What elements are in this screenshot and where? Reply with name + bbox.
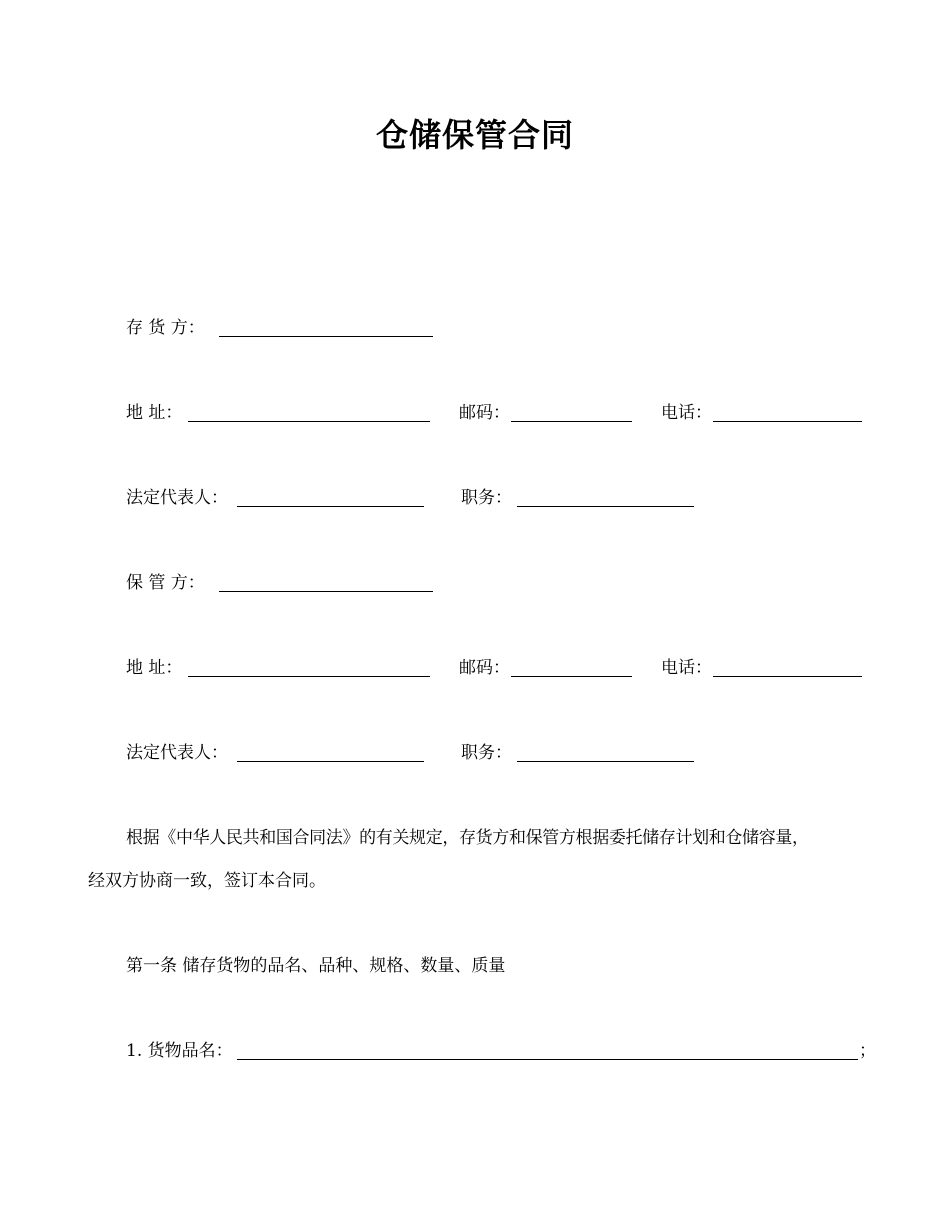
custodian-phone-label: 电话： <box>661 658 712 678</box>
depositor-position-label: 职务： <box>461 488 512 508</box>
depositor-legal-rep-blank[interactable] <box>237 506 424 507</box>
custodian-postcode-blank[interactable] <box>511 676 632 677</box>
custodian-legal-rep-label: 法定代表人： <box>126 743 228 763</box>
depositor-address-blank[interactable] <box>188 421 430 422</box>
custodian-address-row <box>126 655 866 681</box>
custodian-legal-rep-blank[interactable] <box>237 761 424 762</box>
depositor-phone-blank[interactable] <box>713 421 862 422</box>
depositor-address-row <box>126 400 866 426</box>
custodian-position-label: 职务： <box>461 743 512 763</box>
depositor-legal-rep-row <box>126 485 726 511</box>
depositor-phone-label: 电话： <box>661 403 712 423</box>
depositor-party-row <box>126 315 466 341</box>
depositor-address-label: 地 址： <box>126 403 183 423</box>
custodian-phone-blank[interactable] <box>713 676 862 677</box>
document-title: 仓储保管合同 <box>375 116 574 154</box>
depositor-postcode-label: 邮码： <box>459 403 510 423</box>
item-1-label: 1. 货物品名： <box>126 1041 233 1061</box>
depositor-position-blank[interactable] <box>517 506 694 507</box>
depositor-legal-rep-label: 法定代表人： <box>126 488 228 508</box>
item-1-row <box>126 1038 876 1064</box>
custodian-party-row <box>126 570 466 596</box>
preamble-line-1: 根据《中华人民共和国合同法》的有关规定，存货方和保管方根据委托储存计划和仓储容量， <box>126 828 809 848</box>
custodian-address-label: 地 址： <box>126 658 183 678</box>
item-1-blank[interactable] <box>237 1059 858 1060</box>
depositor-postcode-blank[interactable] <box>511 421 632 422</box>
custodian-party-blank[interactable] <box>219 591 433 592</box>
depositor-party-blank[interactable] <box>219 336 433 337</box>
item-1-semicolon: ； <box>859 1041 876 1061</box>
custodian-postcode-label: 邮码： <box>459 658 510 678</box>
article-1-heading: 第一条 储存货物的品名、品种、规格、数量、质量 <box>126 956 506 976</box>
custodian-legal-rep-row <box>126 740 726 766</box>
custodian-party-label: 保 管 方： <box>126 573 205 593</box>
preamble-line-2: 经双方协商一致，签订本合同。 <box>88 871 326 891</box>
custodian-position-blank[interactable] <box>517 761 694 762</box>
depositor-party-label: 存 货 方： <box>126 318 205 338</box>
custodian-address-blank[interactable] <box>188 676 430 677</box>
